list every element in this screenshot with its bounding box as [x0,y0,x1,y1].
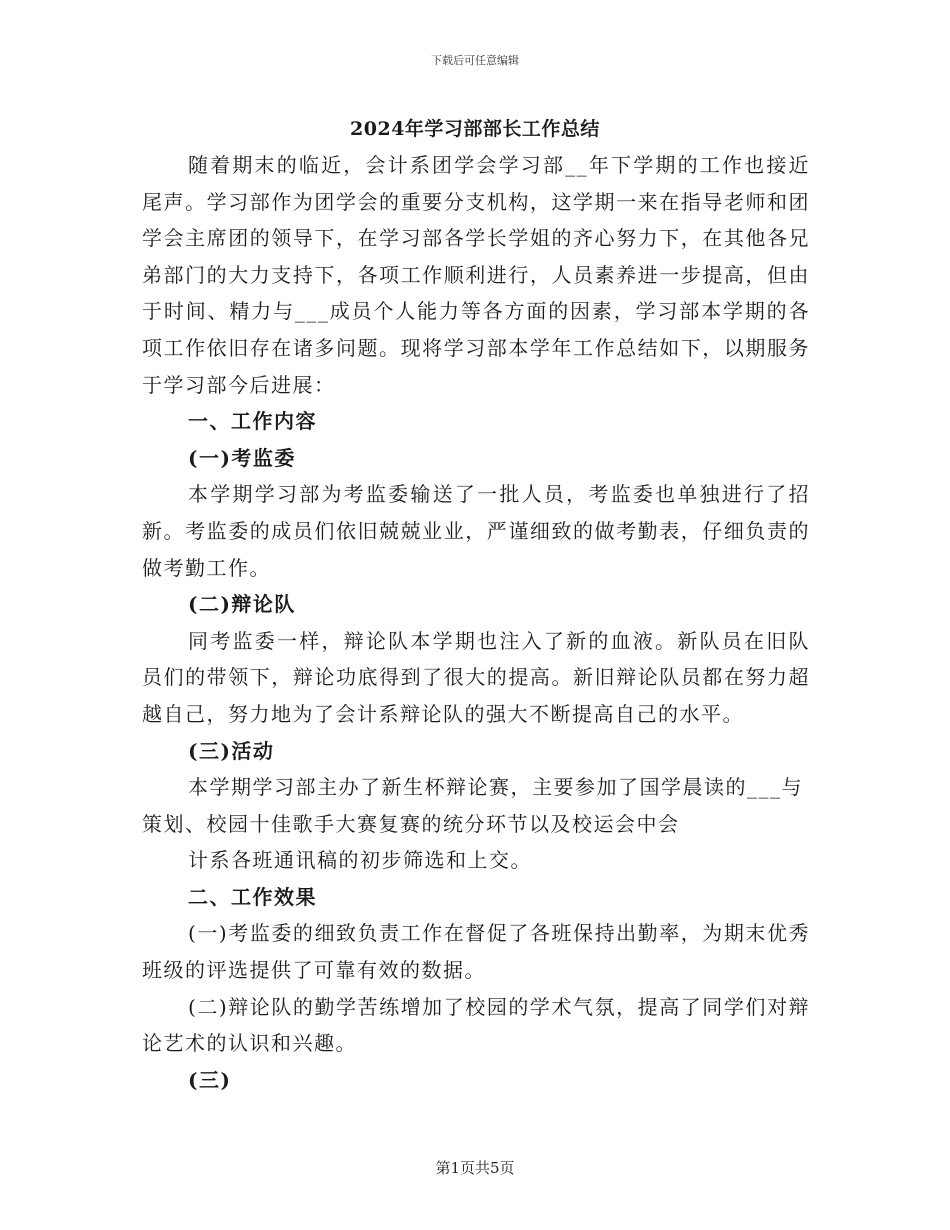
intro-paragraph: 随着期末的临近，会计系团学会学习部__年下学期的工作也接近尾声。学习部作为团学会的重要分支机构，这学期一来在指导老师和团学会主席团的领导下，在学习部各学长学姐的齐心努力下，在其他各兄弟部门的大力支持下，各项工作顺利进行，人员素养进一步提高，但由于时间、精力与___成员个人能力等各方面的因素，学习部本学期的各项工作依旧存在诸多问题。现将学习部本学年工作总结如下，以期服务于学习部今后进展： [142,153,810,397]
section1-sub2-text: 同考监委一样，辩论队本学期也注入了新的血液。新队员在旧队员们的带领下，辩论功底得到了很大的提高。新旧辩论队员都在努力超越自己，努力地为了会计系辩论队的强大不断提高自己的水平。 [142,628,810,726]
section2-item2: (二)辩论队的勤学苦练增加了校园的学术气氛，提高了同学们对辩论艺术的认识和兴趣。 [142,994,810,1056]
document-body [142,147,810,1098]
section1-sub3-heading: (三)活动 [188,738,275,763]
section2-item1: (一)考监委的细致负责工作在督促了各班保持出勤率，为期末优秀班级的评选提供了可靠有效的数据。 [142,921,810,983]
section2-item3: (三) [188,1067,232,1092]
section1-sub1-text: 本学期学习部为考监委输送了一批人员，考监委也单独进行了招新。考监委的成员们依旧兢兢业业，严谨细致的做考勤表，仔细负责的做考勤工作。 [142,482,810,580]
document-title: 2024年学习部部长工作总结 [350,118,600,140]
section1-sub1-heading: (一)考监委 [188,445,296,470]
section1-sub2-heading: (二)辩论队 [188,592,296,617]
section1-sub3-text-line2: 计系各班通讯稿的初步筛选和上交。 [188,848,532,873]
header-note: 下载后可任意编辑 [431,54,519,67]
section2-heading: 二、工作效果 [188,884,317,909]
section1-heading: 一、工作内容 [188,409,317,434]
page-footer: 第1页共5页 [435,1159,515,1177]
section1-sub3-text-line1: 本学期学习部主办了新生杯辩论赛，主要参加了国学晨读的___与策划、校园十佳歌手大赛复赛的统分环节以及校运会中会 [142,775,803,836]
